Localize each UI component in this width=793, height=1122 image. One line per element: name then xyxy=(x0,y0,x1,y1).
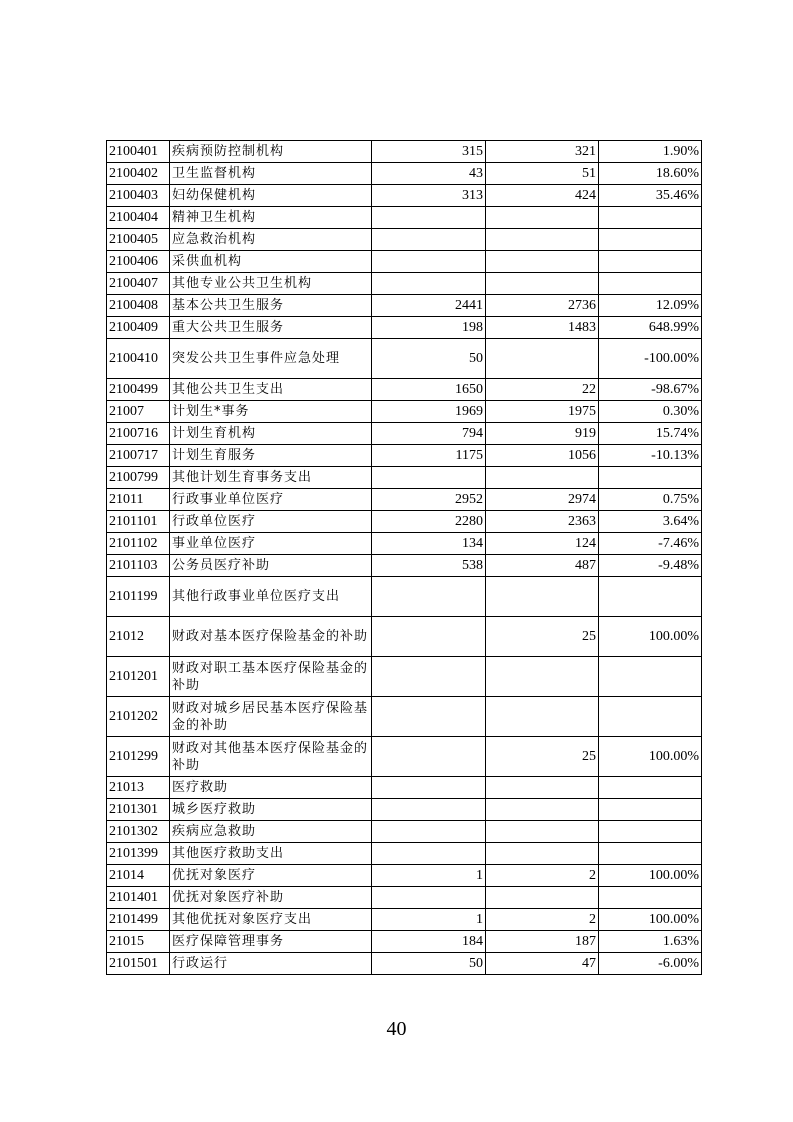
row-name: 妇幼保健机构 xyxy=(170,185,372,207)
row-value-2 xyxy=(486,887,599,909)
row-value-2 xyxy=(486,273,599,295)
row-value-2: 1056 xyxy=(486,445,599,467)
row-percent: 100.00% xyxy=(599,909,702,931)
row-value-1 xyxy=(372,467,486,489)
budget-table xyxy=(106,140,702,975)
row-code: 2100405 xyxy=(107,229,170,251)
table-row xyxy=(107,379,702,401)
row-value-1: 315 xyxy=(372,141,486,163)
row-value-1: 2280 xyxy=(372,511,486,533)
row-code: 2100407 xyxy=(107,273,170,295)
row-percent: 100.00% xyxy=(599,617,702,657)
row-code: 21015 xyxy=(107,931,170,953)
row-code: 21011 xyxy=(107,489,170,511)
row-value-1 xyxy=(372,843,486,865)
row-value-1 xyxy=(372,273,486,295)
row-value-1: 134 xyxy=(372,533,486,555)
table-row xyxy=(107,401,702,423)
row-name: 医疗救助 xyxy=(170,777,372,799)
row-percent: 100.00% xyxy=(599,865,702,887)
table-row xyxy=(107,251,702,273)
row-value-1 xyxy=(372,821,486,843)
row-value-2 xyxy=(486,799,599,821)
row-percent xyxy=(599,799,702,821)
row-value-2: 2363 xyxy=(486,511,599,533)
row-value-2: 47 xyxy=(486,953,599,975)
row-name: 计划生育机构 xyxy=(170,423,372,445)
row-value-2 xyxy=(486,697,599,737)
row-percent xyxy=(599,821,702,843)
row-code: 21013 xyxy=(107,777,170,799)
row-value-2: 321 xyxy=(486,141,599,163)
row-percent: 100.00% xyxy=(599,737,702,777)
row-value-1: 198 xyxy=(372,317,486,339)
row-name: 城乡医疗救助 xyxy=(170,799,372,821)
row-code: 2101399 xyxy=(107,843,170,865)
row-name: 精神卫生机构 xyxy=(170,207,372,229)
row-code: 2101501 xyxy=(107,953,170,975)
table-row xyxy=(107,931,702,953)
row-code: 2101299 xyxy=(107,737,170,777)
row-percent: 3.64% xyxy=(599,511,702,533)
row-value-2: 1975 xyxy=(486,401,599,423)
row-percent xyxy=(599,657,702,697)
row-value-1 xyxy=(372,251,486,273)
row-name: 计划生*事务 xyxy=(170,401,372,423)
row-value-2: 424 xyxy=(486,185,599,207)
row-value-1: 1650 xyxy=(372,379,486,401)
row-percent: -7.46% xyxy=(599,533,702,555)
row-value-1: 538 xyxy=(372,555,486,577)
row-value-2: 51 xyxy=(486,163,599,185)
row-name: 重大公共卫生服务 xyxy=(170,317,372,339)
row-value-1 xyxy=(372,617,486,657)
row-code: 2100401 xyxy=(107,141,170,163)
row-value-1 xyxy=(372,737,486,777)
table-row xyxy=(107,317,702,339)
row-code: 21014 xyxy=(107,865,170,887)
row-name: 优抚对象医疗补助 xyxy=(170,887,372,909)
row-value-2 xyxy=(486,577,599,617)
row-value-2 xyxy=(486,251,599,273)
row-name: 事业单位医疗 xyxy=(170,533,372,555)
row-name: 突发公共卫生事件应急处理 xyxy=(170,339,372,379)
row-percent xyxy=(599,273,702,295)
row-percent: -9.48% xyxy=(599,555,702,577)
row-percent xyxy=(599,697,702,737)
row-code: 2101401 xyxy=(107,887,170,909)
row-percent: 12.09% xyxy=(599,295,702,317)
table-row xyxy=(107,777,702,799)
row-value-1 xyxy=(372,657,486,697)
row-code: 2100717 xyxy=(107,445,170,467)
row-name: 应急救治机构 xyxy=(170,229,372,251)
table-row xyxy=(107,229,702,251)
row-value-2: 124 xyxy=(486,533,599,555)
row-code: 2100799 xyxy=(107,467,170,489)
row-percent: 15.74% xyxy=(599,423,702,445)
row-percent xyxy=(599,229,702,251)
table-row xyxy=(107,445,702,467)
row-value-2: 2 xyxy=(486,909,599,931)
row-code: 2100410 xyxy=(107,339,170,379)
row-value-1: 1175 xyxy=(372,445,486,467)
row-name: 其他计划生育事务支出 xyxy=(170,467,372,489)
row-code: 2101102 xyxy=(107,533,170,555)
row-percent: 1.63% xyxy=(599,931,702,953)
table-row xyxy=(107,737,702,777)
row-code: 2101103 xyxy=(107,555,170,577)
row-code: 2101201 xyxy=(107,657,170,697)
row-value-1: 2952 xyxy=(372,489,486,511)
row-value-2: 2 xyxy=(486,865,599,887)
table-row xyxy=(107,489,702,511)
row-value-2: 487 xyxy=(486,555,599,577)
table-row xyxy=(107,953,702,975)
row-code: 2100408 xyxy=(107,295,170,317)
row-value-2 xyxy=(486,777,599,799)
row-percent: 648.99% xyxy=(599,317,702,339)
row-name: 优抚对象医疗 xyxy=(170,865,372,887)
row-value-1 xyxy=(372,887,486,909)
table-row xyxy=(107,657,702,697)
row-percent xyxy=(599,777,702,799)
row-value-2 xyxy=(486,821,599,843)
row-value-1: 1 xyxy=(372,865,486,887)
row-percent xyxy=(599,251,702,273)
row-code: 21007 xyxy=(107,401,170,423)
row-code: 2100409 xyxy=(107,317,170,339)
row-name: 医疗保障管理事务 xyxy=(170,931,372,953)
row-name: 财政对其他基本医疗保险基金的补助 xyxy=(170,737,372,777)
table-row xyxy=(107,577,702,617)
row-value-2: 1483 xyxy=(486,317,599,339)
row-value-1: 1 xyxy=(372,909,486,931)
row-percent: 0.30% xyxy=(599,401,702,423)
row-percent xyxy=(599,887,702,909)
table-row xyxy=(107,339,702,379)
row-name: 其他医疗救助支出 xyxy=(170,843,372,865)
row-code: 2100403 xyxy=(107,185,170,207)
table-row xyxy=(107,821,702,843)
table-row xyxy=(107,163,702,185)
row-value-2 xyxy=(486,843,599,865)
row-percent: 18.60% xyxy=(599,163,702,185)
row-code: 2101302 xyxy=(107,821,170,843)
table-row xyxy=(107,555,702,577)
row-percent: -10.13% xyxy=(599,445,702,467)
row-value-1 xyxy=(372,229,486,251)
row-value-2: 22 xyxy=(486,379,599,401)
row-value-2: 2736 xyxy=(486,295,599,317)
row-value-1 xyxy=(372,207,486,229)
table-row xyxy=(107,865,702,887)
row-name: 疾病应急救助 xyxy=(170,821,372,843)
row-value-2 xyxy=(486,657,599,697)
row-name: 行政事业单位医疗 xyxy=(170,489,372,511)
table-row xyxy=(107,511,702,533)
row-code: 2101101 xyxy=(107,511,170,533)
row-value-2: 25 xyxy=(486,617,599,657)
row-name: 计划生育服务 xyxy=(170,445,372,467)
row-percent: 1.90% xyxy=(599,141,702,163)
row-value-2 xyxy=(486,339,599,379)
row-name: 财政对职工基本医疗保险基金的补助 xyxy=(170,657,372,697)
row-value-1: 794 xyxy=(372,423,486,445)
row-code: 2101499 xyxy=(107,909,170,931)
table-row xyxy=(107,617,702,657)
table-row xyxy=(107,467,702,489)
row-name: 行政单位医疗 xyxy=(170,511,372,533)
row-percent: -98.67% xyxy=(599,379,702,401)
table-row xyxy=(107,423,702,445)
table-row xyxy=(107,185,702,207)
row-code: 2101202 xyxy=(107,697,170,737)
row-percent: -6.00% xyxy=(599,953,702,975)
row-name: 其他专业公共卫生机构 xyxy=(170,273,372,295)
table-row xyxy=(107,697,702,737)
table-body xyxy=(107,141,702,975)
page-number: 40 xyxy=(386,1018,407,1040)
row-name: 其他公共卫生支出 xyxy=(170,379,372,401)
row-code: 2100402 xyxy=(107,163,170,185)
row-name: 基本公共卫生服务 xyxy=(170,295,372,317)
row-name: 公务员医疗补助 xyxy=(170,555,372,577)
row-name: 卫生监督机构 xyxy=(170,163,372,185)
row-name: 采供血机构 xyxy=(170,251,372,273)
row-value-1: 43 xyxy=(372,163,486,185)
row-name: 财政对城乡居民基本医疗保险基金的补助 xyxy=(170,697,372,737)
row-value-1 xyxy=(372,697,486,737)
row-code: 2101301 xyxy=(107,799,170,821)
row-code: 2100406 xyxy=(107,251,170,273)
row-value-2: 25 xyxy=(486,737,599,777)
row-value-2 xyxy=(486,467,599,489)
table-row xyxy=(107,533,702,555)
row-value-1: 50 xyxy=(372,339,486,379)
row-value-2: 187 xyxy=(486,931,599,953)
row-code: 2100499 xyxy=(107,379,170,401)
row-name: 其他行政事业单位医疗支出 xyxy=(170,577,372,617)
row-percent: 35.46% xyxy=(599,185,702,207)
row-name: 财政对基本医疗保险基金的补助 xyxy=(170,617,372,657)
row-percent xyxy=(599,843,702,865)
row-code: 2100404 xyxy=(107,207,170,229)
row-name: 其他优抚对象医疗支出 xyxy=(170,909,372,931)
table-row xyxy=(107,273,702,295)
row-value-1: 1969 xyxy=(372,401,486,423)
row-value-1 xyxy=(372,799,486,821)
row-value-1: 184 xyxy=(372,931,486,953)
table-row xyxy=(107,207,702,229)
row-code: 2100716 xyxy=(107,423,170,445)
row-percent xyxy=(599,207,702,229)
row-value-1: 50 xyxy=(372,953,486,975)
row-percent: 0.75% xyxy=(599,489,702,511)
row-name: 行政运行 xyxy=(170,953,372,975)
table-row xyxy=(107,799,702,821)
table-row xyxy=(107,909,702,931)
row-value-1: 313 xyxy=(372,185,486,207)
table-row xyxy=(107,887,702,909)
row-name: 疾病预防控制机构 xyxy=(170,141,372,163)
table-row xyxy=(107,141,702,163)
row-code: 21012 xyxy=(107,617,170,657)
row-value-2: 919 xyxy=(486,423,599,445)
row-percent xyxy=(599,577,702,617)
row-value-2: 2974 xyxy=(486,489,599,511)
row-percent: -100.00% xyxy=(599,339,702,379)
row-value-2 xyxy=(486,207,599,229)
row-percent xyxy=(599,467,702,489)
table-row xyxy=(107,295,702,317)
row-code: 2101199 xyxy=(107,577,170,617)
row-value-2 xyxy=(486,229,599,251)
row-value-1: 2441 xyxy=(372,295,486,317)
row-value-1 xyxy=(372,577,486,617)
table-row xyxy=(107,843,702,865)
row-value-1 xyxy=(372,777,486,799)
